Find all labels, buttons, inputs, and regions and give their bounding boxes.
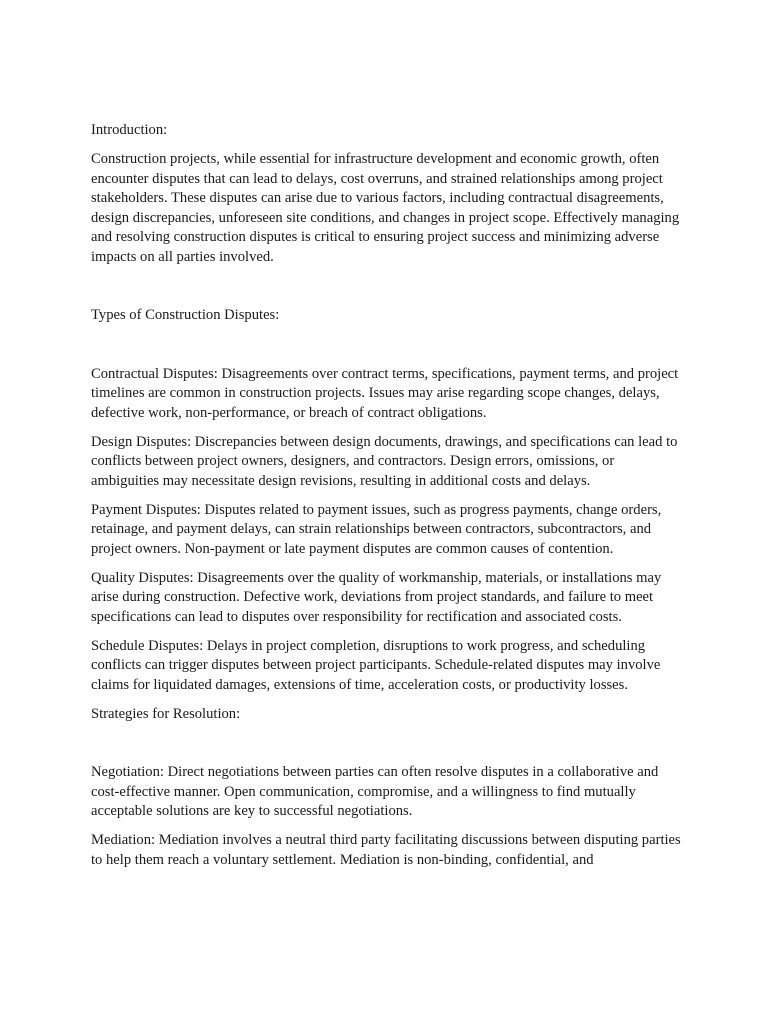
types-heading: Types of Construction Disputes: <box>91 307 280 323</box>
strategy-paragraph-mediation: Mediation: Mediation involves a neutral third party facilitating discussions between disputing parties to help them reach a voluntary settlement. Mediation is non-binding, confidential, and <box>91 832 681 868</box>
type-paragraph-contractual: Contractual Disputes: Disagreements over contract terms, specifications, payment terms, and project timelines are common in construction projects. Issues may arise regarding scope changes, delays, defective work, non-performance, or breach of contract obligations. <box>91 365 679 421</box>
document-body <box>91 121 683 880</box>
type-paragraph-schedule: Schedule Disputes: Delays in project completion, disruptions to work progress, and scheduling conflicts can trigger disputes between project participants. Schedule-related disputes may involve claims for liquidated damages, extensions of time, acceleration costs, or productivity losses. <box>91 637 661 693</box>
strategy-paragraph-negotiation: Negotiation: Direct negotiations between parties can often resolve disputes in a collaborative and cost-effective manner. Open communication, compromise, and a willingness to find mutually acceptable solutions are key to successful negotiations. <box>91 764 659 819</box>
strategies-heading: Strategies for Resolution: <box>91 705 241 722</box>
type-paragraph-design: Design Disputes: Discrepancies between design documents, drawings, and specifications can lead to conflicts between project owners, designers, and contractors. Design errors, omissions, or ambiguities may necessitate design revisions, resulting in additional costs and delays. <box>91 433 678 489</box>
type-paragraph-payment: Payment Disputes: Disputes related to payment issues, such as progress payments, change orders, retainage, and payment delays, can strain relationships between contractors, subcontractors, and project owners. Non-payment or late payment disputes are common causes of contention. <box>91 501 662 557</box>
intro-paragraph: Construction projects, while essential for infrastructure development and economic growth, often encounter disputes that can lead to delays, cost overruns, and strained relationships among project stakeholders. These disputes can arise due to various factors, including contractual disagreements, design discrepancies, unforeseen site conditions, and changes in project scope. Effectively managing and resolving construction disputes is critical to ensuring project success and minimizing adverse impacts on all parties involved. <box>91 151 680 265</box>
type-paragraph-quality: Quality Disputes: Disagreements over the quality of workmanship, materials, or installations may arise during construction. Defective work, deviations from project standards, and failure to meet specifications can lead to disputes over responsibility for rectification and associated costs. <box>91 569 662 625</box>
intro-heading: Introduction: <box>91 122 168 138</box>
